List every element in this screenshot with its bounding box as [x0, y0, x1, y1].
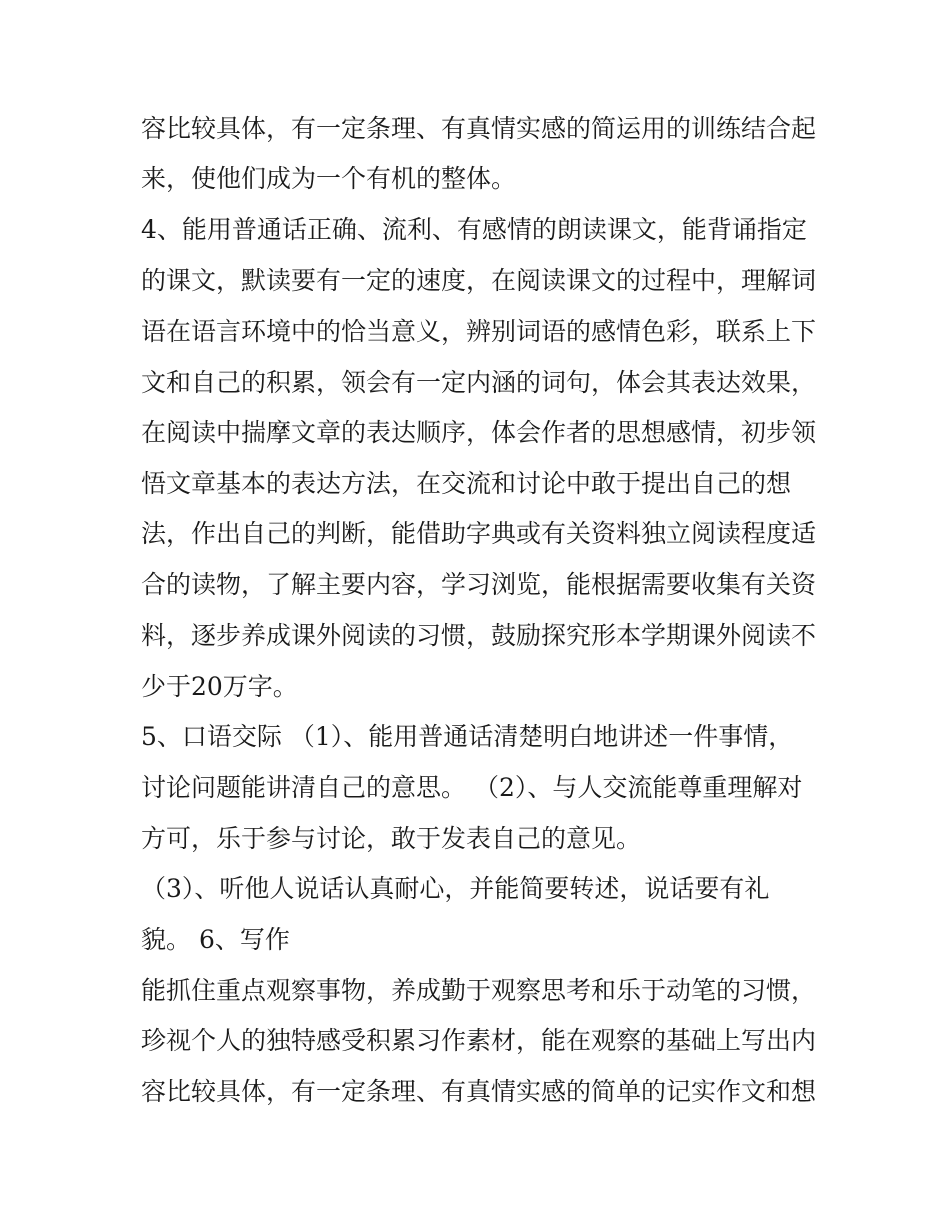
text-line: 5、口语交际 （1）、能用普通话清楚明白地讲述一件事情， [141, 722, 794, 751]
text-line: 法，作出自己的判断，能借助字典或有关资料独立阅读程度适 [141, 519, 817, 548]
text-line: 料，逐步养成课外阅读的习惯，鼓励探究形本学期课外阅读不 [141, 621, 817, 650]
text-line: 在阅读中揣摩文章的表达顺序，体会作者的思想感情，初步领 [141, 418, 817, 447]
text-line: 讨论问题能讲清自己的意思。 （2）、与人交流能尊重理解对 [141, 773, 803, 802]
text-line: 合的读物，了解主要内容，学习浏览，能根据需要收集有关资 [141, 570, 817, 599]
text-line: 悟文章基本的表达方法，在交流和讨论中敢于提出自己的想 [141, 469, 792, 498]
text-line: 来，使他们成为一个有机的整体。 [141, 164, 517, 193]
text-line: 方可，乐于参与讨论，敢于发表自己的意见。 [141, 824, 642, 853]
text-line: 文和自己的积累，领会有一定内涵的词句，体会其表达效果， [141, 368, 817, 397]
text-line: 4、能用普通话正确、流利、有感情的朗读课文，能背诵指定 [141, 215, 807, 244]
text-line: 语在语言环境中的恰当意义，辨别词语的感情色彩，联系上下 [141, 317, 817, 346]
text-line: 貌。 6、写作 [141, 925, 290, 954]
text-line: 的课文，默读要有一定的速度，在阅读课文的过程中，理解词 [141, 266, 817, 295]
text-line: 珍视个人的独特感受积累习作素材，能在观察的基础上写出内 [141, 1026, 817, 1055]
text-line: 能抓住重点观察事物，养成勤于观察思考和乐于动笔的习惯， [141, 976, 817, 1005]
text-line: 容比较具体，有一定条理、有真情实感的简单的记实作文和想 [141, 1077, 817, 1106]
text-line: （3）、听他人说话认真耐心，并能简要转述，说话要有礼 [141, 874, 770, 903]
text-line: 少于20万字。 [141, 672, 298, 701]
text-line: 容比较具体，有一定条理、有真情实感的简运用的训练结合起 [141, 114, 817, 143]
